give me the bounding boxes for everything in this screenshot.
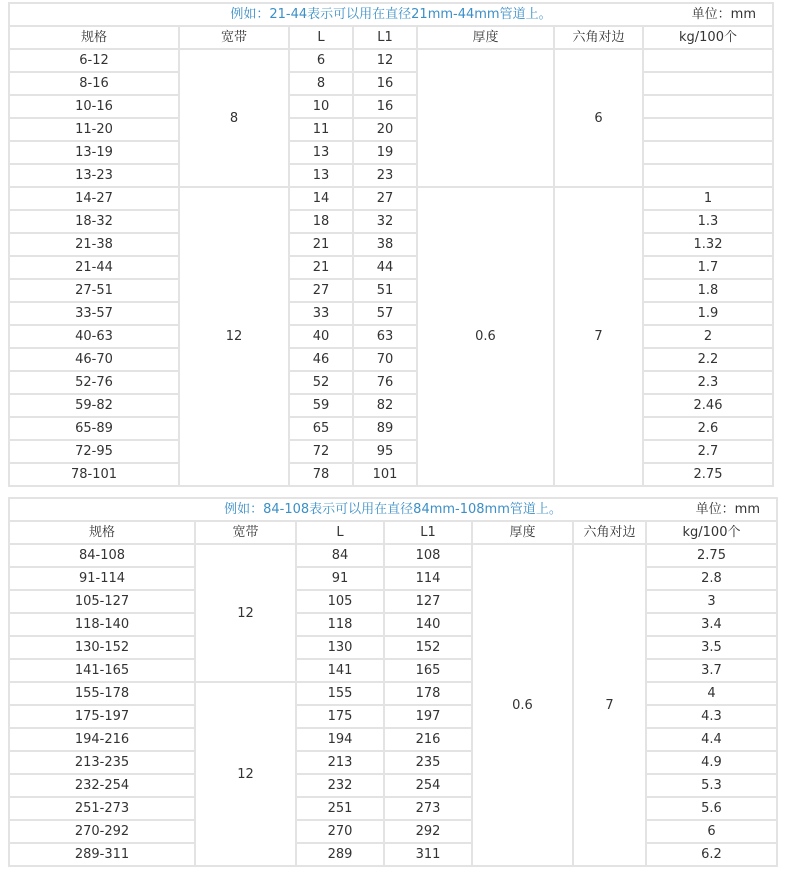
table-row (10, 418, 772, 439)
spec-cell: 13-19 (10, 142, 178, 163)
length-cell: 21 (290, 257, 352, 278)
spec-cell: 155-178 (10, 683, 194, 704)
weight-cell: 2.2 (644, 349, 772, 370)
header-row (10, 27, 772, 48)
length-cell: 141 (297, 660, 383, 681)
spec-cell: 27-51 (10, 280, 178, 301)
length-cell: 65 (290, 418, 352, 439)
hex-cell: 7 (574, 545, 645, 865)
weight-cell: 2.6 (644, 418, 772, 439)
thickness-cell: 0.6 (473, 545, 572, 865)
spec-table-2 (8, 497, 778, 867)
band-width-cell: 8 (180, 50, 288, 186)
table-row (10, 257, 772, 278)
weight-cell: 1.8 (644, 280, 772, 301)
weight-cell: 3.7 (647, 660, 776, 681)
column-header: 厚度 (473, 522, 572, 543)
length1-cell: 108 (385, 545, 471, 566)
weight-cell (644, 165, 772, 186)
length-cell: 232 (297, 775, 383, 796)
length1-cell: 51 (354, 280, 416, 301)
weight-cell: 2.75 (647, 545, 776, 566)
length-cell: 11 (290, 119, 352, 140)
weight-cell: 1 (644, 188, 772, 209)
weight-cell (644, 73, 772, 94)
table-row (10, 326, 772, 347)
table-row (10, 96, 772, 117)
length1-cell: 292 (385, 821, 471, 842)
spec-cell: 232-254 (10, 775, 194, 796)
weight-cell: 2.7 (644, 441, 772, 462)
weight-cell (644, 119, 772, 140)
spec-cell: 105-127 (10, 591, 194, 612)
table-row (10, 303, 772, 324)
length1-cell: 311 (385, 844, 471, 865)
table-row (10, 637, 776, 658)
table-row (10, 441, 772, 462)
weight-cell: 1.7 (644, 257, 772, 278)
spec-cell: 46-70 (10, 349, 178, 370)
spec-cell: 10-16 (10, 96, 178, 117)
length-cell: 270 (297, 821, 383, 842)
length-cell: 84 (297, 545, 383, 566)
length1-cell: 165 (385, 660, 471, 681)
length-cell: 91 (297, 568, 383, 589)
table-row (10, 821, 776, 842)
weight-cell: 1.32 (644, 234, 772, 255)
unit-label: 单位：mm (691, 7, 756, 22)
column-header: 厚度 (418, 27, 553, 48)
table-row (10, 752, 776, 773)
length1-cell: 273 (385, 798, 471, 819)
weight-cell: 2 (644, 326, 772, 347)
weight-cell: 3 (647, 591, 776, 612)
weight-cell: 5.6 (647, 798, 776, 819)
table-row (10, 211, 772, 232)
header-row (10, 522, 776, 543)
usage-note: 例如：21-44表示可以用在直径21mm-44mm管道上。 (230, 7, 552, 22)
table-row (10, 775, 776, 796)
weight-cell: 3.4 (647, 614, 776, 635)
spec-cell: 251-273 (10, 798, 194, 819)
length1-cell: 89 (354, 418, 416, 439)
length1-cell: 19 (354, 142, 416, 163)
band-width-cell: 12 (196, 545, 295, 681)
weight-cell (644, 50, 772, 71)
spec-cell: 52-76 (10, 372, 178, 393)
spec-cell: 72-95 (10, 441, 178, 462)
length-cell: 40 (290, 326, 352, 347)
length1-cell: 32 (354, 211, 416, 232)
spec-cell: 194-216 (10, 729, 194, 750)
length-cell: 46 (290, 349, 352, 370)
spec-cell: 118-140 (10, 614, 194, 635)
spec-cell: 175-197 (10, 706, 194, 727)
weight-cell: 3.5 (647, 637, 776, 658)
table-row (10, 464, 772, 485)
note-row (10, 499, 776, 520)
length-cell: 14 (290, 188, 352, 209)
length1-cell: 16 (354, 73, 416, 94)
column-header: 六角对边 (555, 27, 642, 48)
length1-cell: 16 (354, 96, 416, 117)
length1-cell: 216 (385, 729, 471, 750)
length-cell: 130 (297, 637, 383, 658)
length1-cell: 44 (354, 257, 416, 278)
length1-cell: 127 (385, 591, 471, 612)
length1-cell: 20 (354, 119, 416, 140)
length-cell: 10 (290, 96, 352, 117)
weight-cell: 4 (647, 683, 776, 704)
thickness-cell (418, 50, 553, 186)
length-cell: 13 (290, 142, 352, 163)
weight-cell: 2.3 (644, 372, 772, 393)
length-cell: 105 (297, 591, 383, 612)
note-cell (10, 4, 772, 25)
column-header: 规格 (10, 27, 178, 48)
length-cell: 21 (290, 234, 352, 255)
table-row (10, 660, 776, 681)
spec-table-1-grid (8, 2, 774, 487)
spec-cell: 84-108 (10, 545, 194, 566)
unit-label: 单位：mm (695, 502, 760, 517)
length-cell: 13 (290, 165, 352, 186)
length1-cell: 197 (385, 706, 471, 727)
spec-table-1 (8, 2, 774, 487)
length-cell: 155 (297, 683, 383, 704)
length1-cell: 235 (385, 752, 471, 773)
spec-cell: 8-16 (10, 73, 178, 94)
table-row (10, 349, 772, 370)
length-cell: 194 (297, 729, 383, 750)
weight-cell: 4.9 (647, 752, 776, 773)
table-row (10, 280, 772, 301)
table-row (10, 188, 772, 209)
spec-cell: 270-292 (10, 821, 194, 842)
length1-cell: 12 (354, 50, 416, 71)
table-row (10, 729, 776, 750)
column-header: 规格 (10, 522, 194, 543)
table-row (10, 568, 776, 589)
length1-cell: 70 (354, 349, 416, 370)
column-header: L (290, 27, 352, 48)
spec-cell: 40-63 (10, 326, 178, 347)
table-row (10, 119, 772, 140)
length-cell: 18 (290, 211, 352, 232)
table-row (10, 591, 776, 612)
table-row (10, 706, 776, 727)
hex-cell: 6 (555, 50, 642, 186)
table-row (10, 50, 772, 71)
length-cell: 72 (290, 441, 352, 462)
length1-cell: 152 (385, 637, 471, 658)
weight-cell: 4.3 (647, 706, 776, 727)
table-row (10, 234, 772, 255)
table-row (10, 798, 776, 819)
length1-cell: 82 (354, 395, 416, 416)
length1-cell: 38 (354, 234, 416, 255)
length-cell: 59 (290, 395, 352, 416)
weight-cell: 5.3 (647, 775, 776, 796)
column-header: L1 (385, 522, 471, 543)
length-cell: 251 (297, 798, 383, 819)
table-row (10, 545, 776, 566)
hex-cell: 7 (555, 188, 642, 485)
spec-cell: 13-23 (10, 165, 178, 186)
length1-cell: 27 (354, 188, 416, 209)
length-cell: 213 (297, 752, 383, 773)
length-cell: 175 (297, 706, 383, 727)
spec-cell: 21-38 (10, 234, 178, 255)
column-header: L (297, 522, 383, 543)
length1-cell: 114 (385, 568, 471, 589)
length-cell: 118 (297, 614, 383, 635)
weight-cell: 1.9 (644, 303, 772, 324)
length1-cell: 95 (354, 441, 416, 462)
column-header: kg/100个 (647, 522, 776, 543)
length-cell: 33 (290, 303, 352, 324)
spec-cell: 91-114 (10, 568, 194, 589)
weight-cell: 4.4 (647, 729, 776, 750)
weight-cell: 2.75 (644, 464, 772, 485)
length-cell: 27 (290, 280, 352, 301)
spec-cell: 33-57 (10, 303, 178, 324)
length1-cell: 76 (354, 372, 416, 393)
column-header: kg/100个 (644, 27, 772, 48)
spec-cell: 130-152 (10, 637, 194, 658)
table-row (10, 142, 772, 163)
spec-cell: 141-165 (10, 660, 194, 681)
spec-cell: 21-44 (10, 257, 178, 278)
spec-cell: 65-89 (10, 418, 178, 439)
spec-table-2-grid (8, 497, 778, 867)
weight-cell: 6.2 (647, 844, 776, 865)
column-header: 六角对边 (574, 522, 645, 543)
band-width-cell: 12 (196, 683, 295, 865)
weight-cell: 2.8 (647, 568, 776, 589)
length1-cell: 254 (385, 775, 471, 796)
spec-cell: 78-101 (10, 464, 178, 485)
length1-cell: 63 (354, 326, 416, 347)
table-row (10, 73, 772, 94)
column-header: 宽带 (196, 522, 295, 543)
weight-cell: 2.46 (644, 395, 772, 416)
usage-note: 例如：84-108表示可以用在直径84mm-108mm管道上。 (224, 502, 562, 517)
length-cell: 8 (290, 73, 352, 94)
weight-cell (644, 96, 772, 117)
table-row (10, 614, 776, 635)
table-row (10, 165, 772, 186)
weight-cell: 6 (647, 821, 776, 842)
column-header: L1 (354, 27, 416, 48)
spec-cell: 213-235 (10, 752, 194, 773)
spec-cell: 289-311 (10, 844, 194, 865)
spec-cell: 6-12 (10, 50, 178, 71)
weight-cell (644, 142, 772, 163)
spec-cell: 18-32 (10, 211, 178, 232)
table-row (10, 395, 772, 416)
band-width-cell: 12 (180, 188, 288, 485)
table-row (10, 683, 776, 704)
length1-cell: 23 (354, 165, 416, 186)
length1-cell: 101 (354, 464, 416, 485)
spec-cell: 14-27 (10, 188, 178, 209)
length-cell: 78 (290, 464, 352, 485)
note-row (10, 4, 772, 25)
length1-cell: 178 (385, 683, 471, 704)
spec-cell: 11-20 (10, 119, 178, 140)
column-header: 宽带 (180, 27, 288, 48)
weight-cell: 1.3 (644, 211, 772, 232)
length1-cell: 140 (385, 614, 471, 635)
table-row (10, 372, 772, 393)
spec-cell: 59-82 (10, 395, 178, 416)
thickness-cell: 0.6 (418, 188, 553, 485)
note-cell (10, 499, 776, 520)
length-cell: 6 (290, 50, 352, 71)
table-row (10, 844, 776, 865)
length-cell: 52 (290, 372, 352, 393)
length-cell: 289 (297, 844, 383, 865)
length1-cell: 57 (354, 303, 416, 324)
